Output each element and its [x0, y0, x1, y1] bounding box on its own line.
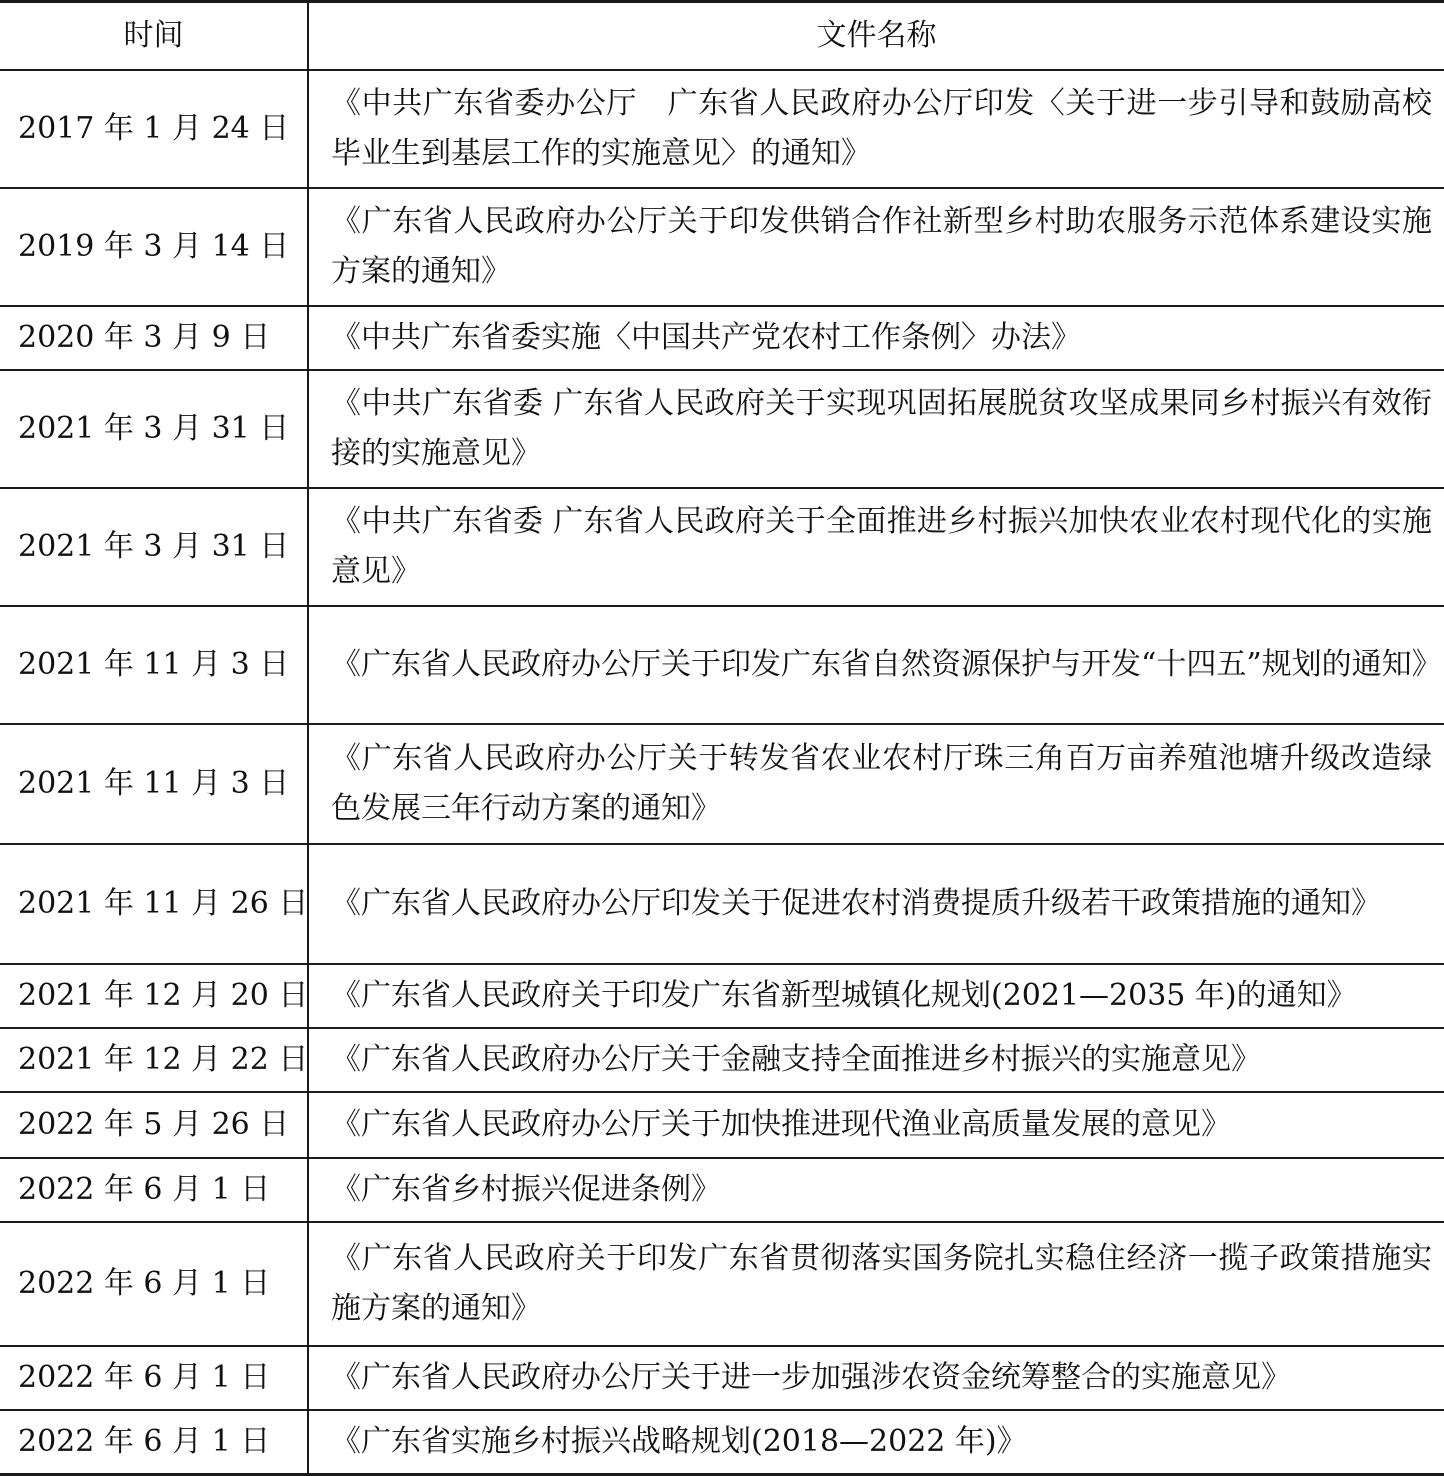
date-cell: 2022 年 6 月 1 日: [0, 1158, 308, 1222]
table-row: [0, 188, 1444, 306]
table-row: [0, 964, 1444, 1028]
title-cell: 《广东省人民政府办公厅印发关于促进农村消费提质升级若干政策措施的通知》: [308, 844, 1444, 964]
table-row: [0, 306, 1444, 370]
date-cell: 2021 年 11 月 3 日: [0, 606, 308, 724]
table-row: [0, 370, 1444, 488]
title-cell: 《中共广东省委 广东省人民政府关于全面推进乡村振兴加快农业农村现代化的实施意见》: [308, 488, 1444, 606]
table-row: [0, 1028, 1444, 1092]
table-row: [0, 844, 1444, 964]
header-row: [0, 2, 1444, 71]
table-row: [0, 606, 1444, 724]
title-cell: 《广东省人民政府办公厅关于金融支持全面推进乡村振兴的实施意见》: [308, 1028, 1444, 1092]
table-row: [0, 1346, 1444, 1410]
table-body: [0, 70, 1444, 1475]
date-column-header: 时间: [0, 2, 308, 71]
date-cell: 2019 年 3 月 14 日: [0, 188, 308, 306]
title-cell: 《广东省乡村振兴促进条例》: [308, 1158, 1444, 1222]
title-cell: 《广东省人民政府关于印发广东省贯彻落实国务院扎实稳住经济一揽子政策措施实施方案的通知》: [308, 1222, 1444, 1346]
date-cell: 2017 年 1 月 24 日: [0, 70, 308, 188]
date-cell: 2021 年 12 月 22 日: [0, 1028, 308, 1092]
table-row: [0, 1092, 1444, 1158]
title-cell: 《广东省人民政府办公厅关于印发广东省自然资源保护与开发“十四五”规划的通知》: [308, 606, 1444, 724]
date-cell: 2022 年 6 月 1 日: [0, 1222, 308, 1346]
table-row: [0, 1222, 1444, 1346]
table-row: [0, 488, 1444, 606]
date-cell: 2022 年 5 月 26 日: [0, 1092, 308, 1158]
title-cell: 《广东省人民政府办公厅关于进一步加强涉农资金统筹整合的实施意见》: [308, 1346, 1444, 1410]
date-cell: 2020 年 3 月 9 日: [0, 306, 308, 370]
title-cell: 《中共广东省委实施〈中国共产党农村工作条例〉办法》: [308, 306, 1444, 370]
date-cell: 2021 年 11 月 3 日: [0, 724, 308, 844]
date-cell: 2022 年 6 月 1 日: [0, 1410, 308, 1475]
table-row: [0, 70, 1444, 188]
title-cell: 《广东省人民政府办公厅关于加快推进现代渔业高质量发展的意见》: [308, 1092, 1444, 1158]
table-row: [0, 1410, 1444, 1475]
title-cell: 《广东省人民政府关于印发广东省新型城镇化规划(2021—2035 年)的通知》: [308, 964, 1444, 1028]
date-cell: 2021 年 11 月 26 日: [0, 844, 308, 964]
table-row: [0, 724, 1444, 844]
title-cell: 《广东省人民政府办公厅关于印发供销合作社新型乡村助农服务示范体系建设实施方案的通知》: [308, 188, 1444, 306]
title-cell: 《中共广东省委 广东省人民政府关于实现巩固拓展脱贫攻坚成果同乡村振兴有效衔接的实施意见》: [308, 370, 1444, 488]
date-cell: 2021 年 12 月 20 日: [0, 964, 308, 1028]
title-column-header: 文件名称: [308, 2, 1444, 71]
date-cell: 2022 年 6 月 1 日: [0, 1346, 308, 1410]
title-cell: 《中共广东省委办公厅 广东省人民政府办公厅印发〈关于进一步引导和鼓励高校毕业生到基层工作的实施意见〉的通知》: [308, 70, 1444, 188]
date-cell: 2021 年 3 月 31 日: [0, 370, 308, 488]
table-header: [0, 2, 1444, 71]
table-row: [0, 1158, 1444, 1222]
title-cell: 《广东省实施乡村振兴战略规划(2018—2022 年)》: [308, 1410, 1444, 1475]
date-cell: 2021 年 3 月 31 日: [0, 488, 308, 606]
title-cell: 《广东省人民政府办公厅关于转发省农业农村厅珠三角百万亩养殖池塘升级改造绿色发展三年行动方案的通知》: [308, 724, 1444, 844]
